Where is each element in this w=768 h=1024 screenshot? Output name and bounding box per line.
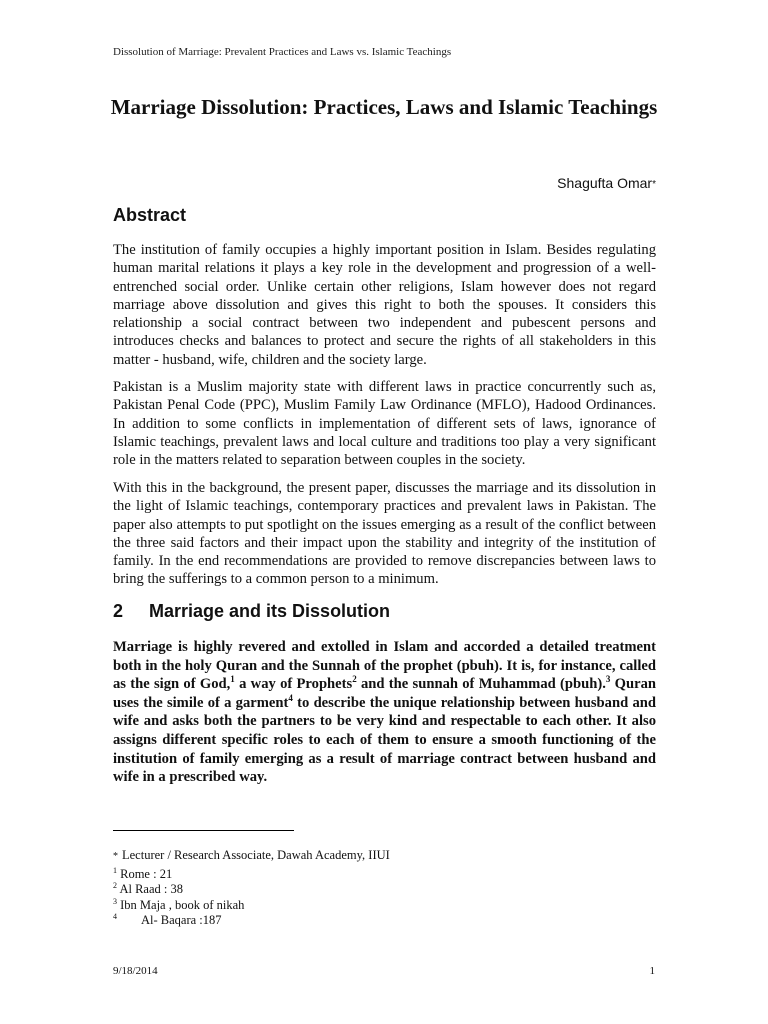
footnote-4-mark: 4 bbox=[113, 911, 117, 921]
footnote-2-text: Al Raad : 38 bbox=[119, 882, 183, 897]
footnote-ref-4[interactable]: 4 bbox=[288, 692, 293, 703]
footnote-2 bbox=[113, 882, 244, 897]
footnote-1-mark: 1 bbox=[113, 865, 117, 875]
author-footnote-text: Lecturer / Research Associate, Dawah Academy, IIUI bbox=[122, 848, 390, 862]
author-footnote bbox=[113, 848, 390, 863]
footnote-1-text: Rome : 21 bbox=[120, 867, 173, 881]
footnote-4 bbox=[113, 913, 244, 928]
body-text-5: to describe the unique relationship between husband and wife and asks both the partners to be very kind and respectable to each other. It also assigns different specific roles to each of them to ensure a smooth functioning of the institution of family emerging as a result of marriage contract between husband and wife in a prescribed way. bbox=[113, 694, 656, 786]
footnote-ref-2[interactable]: 2 bbox=[352, 674, 357, 685]
abstract-heading: Abstract bbox=[113, 205, 187, 225]
author-name: Shagufta Omar bbox=[557, 175, 653, 191]
section-body-paragraph bbox=[113, 638, 656, 787]
footnote-ref-1[interactable]: 1 bbox=[230, 674, 235, 685]
footnote-3-text: Ibn Maja , book of nikah bbox=[120, 897, 245, 912]
abstract-paragraph-3: With this in the background, the present paper, discusses the marriage and its dissolution in the light of Islamic teachings, contemporary practices and prevalent laws in Pakistan. The paper also attempts to put spotlight on the issues emerging as a result of the conflict between the three said factors and their impact upon the stability and integrity of the institution of family. In the end recommendations are provided to remove discrepancies between laws to bring the sufferings to a common person to a minimum. bbox=[113, 480, 656, 588]
running-header: Dissolution of Marriage: Prevalent Practices and Laws vs. Islamic Teachings bbox=[113, 46, 452, 58]
author-footnote-symbol: * bbox=[113, 851, 118, 862]
body-text-3: and the sunnah of Muhammad (pbuh). bbox=[356, 676, 606, 693]
footnote-list bbox=[113, 867, 244, 928]
footer-date: 9/18/2014 bbox=[113, 965, 158, 977]
footnote-3 bbox=[113, 898, 244, 913]
footnote-separator bbox=[113, 830, 294, 831]
footer-page-number: 1 bbox=[649, 965, 655, 977]
body-text-4: Quran uses the simile of a garment bbox=[113, 676, 657, 711]
footnote-4-text: Al- Baqara :187 bbox=[141, 912, 222, 927]
author-footnote-mark: * bbox=[652, 179, 656, 190]
footnote-2-mark: 2 bbox=[113, 881, 117, 891]
section-title: Marriage and its Dissolution bbox=[149, 601, 391, 621]
footnote-ref-3[interactable]: 3 bbox=[605, 674, 611, 685]
author-line bbox=[557, 175, 656, 191]
abstract-paragraph-1: The institution of family occupies a highly important position in Islam. Besides regulating human marital relations it plays a key role in the development and progression of a well-entrenched social order. Unlike certain other religions, Islam however does not regard marriage above dissolution and gives this right to both the spouses. It considers this relationship a social contract between two independent and pubescent persons and introduces checks and balances to protect and secure the rights of all stakeholders in this matter - husband, wife, children and the society large. bbox=[113, 242, 656, 368]
section-heading bbox=[113, 601, 390, 622]
section-number: 2 bbox=[113, 601, 124, 621]
body-text-2: a way of Prophets bbox=[234, 676, 353, 693]
body-text-1: Marriage is highly revered and extolled in Islam and accorded a detailed treatment both in the holy Quran and the Sunnah of the prophet (pbuh). It is, for instance, called as the sign of God, bbox=[113, 639, 656, 693]
abstract-paragraph-2: Pakistan is a Muslim majority state with different laws in practice concurrently such as, Pakistan Penal Code (PPC), Muslim Family Law Ordinance (MFLO), Hadood Ordinances. In addition to some conflicts in implementation of different sets of laws, ignorance of Islamic teachings, prevalent laws and local culture and traditions too play a very significant role in the matters related to separation between couples in the society. bbox=[113, 379, 656, 469]
paper-title: Marriage Dissolution: Practices, Laws and Islamic Teachings bbox=[110, 95, 658, 119]
footnote-1 bbox=[113, 867, 244, 882]
footnote-3-mark: 3 bbox=[113, 896, 117, 906]
